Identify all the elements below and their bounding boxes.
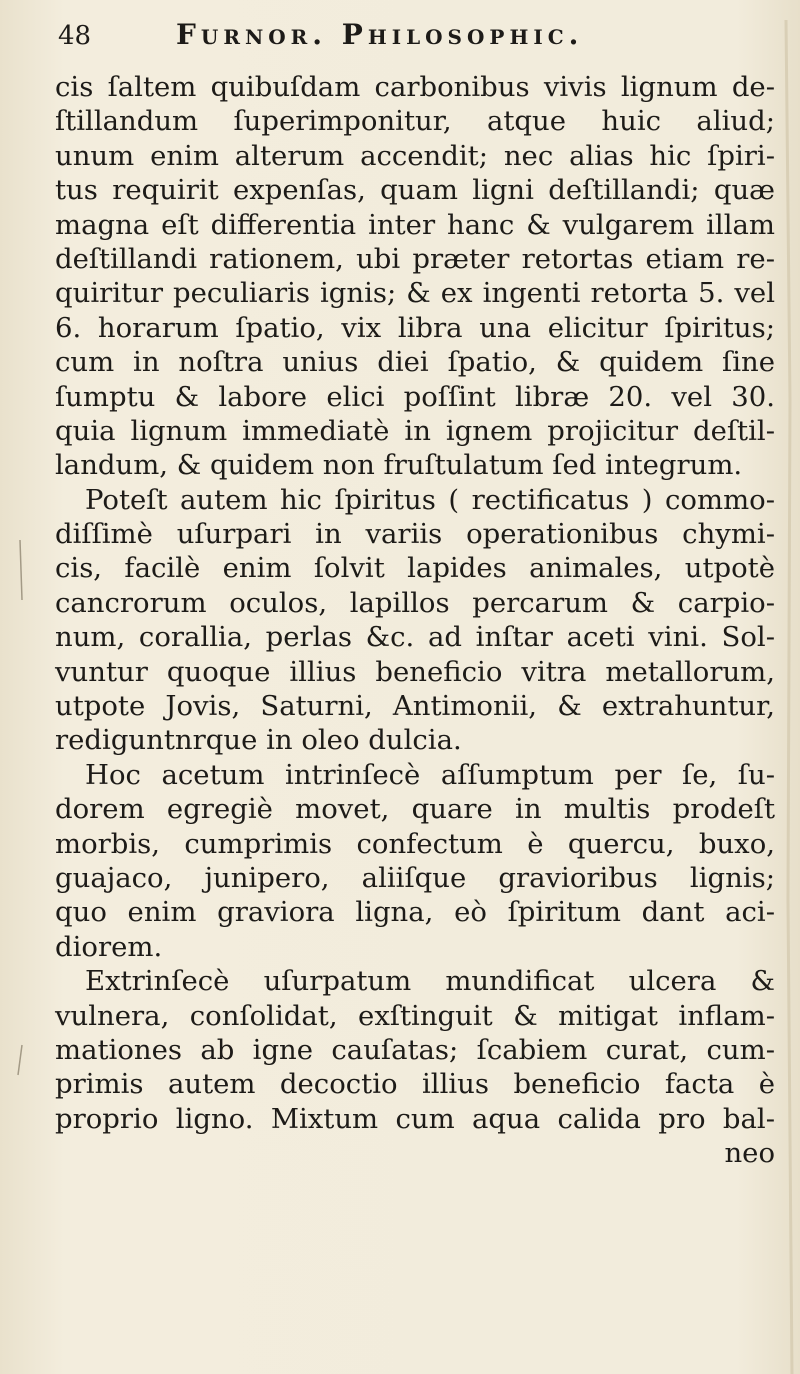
text-line: landum, & quidem non fruſtulatum ſed integrum.: [55, 449, 743, 482]
text-line: rediguntnrque in oleo dulcia.: [55, 724, 462, 757]
text-line: ſtillandum ſuperimponitur, atque huic aliud;: [55, 105, 775, 138]
text-line: magna eſt differentia inter hanc & vulgarem illam: [55, 208, 775, 241]
text-line: Hoc acetum intrinſecè aſſumptum per ſe, ſu-: [85, 758, 775, 791]
text-line: ſumptu & labore elici poſſint libræ 20. vel 30.: [55, 380, 775, 413]
text-line: cancrorum oculos, lapillos percarum & carpio-: [55, 586, 775, 619]
text-line: deſtillandi rationem, ubi præter retortas etiam re-: [55, 242, 775, 275]
text-line: morbis, cumprimis confectum è quercu, buxo,: [55, 827, 775, 860]
text-line: utpote Jovis, Saturni, Antimonii, & extrahuntur,: [55, 690, 775, 723]
body-text: [55, 70, 775, 1171]
text-line: quo enim graviora ligna, eò ſpiritum dant aci-: [55, 896, 775, 929]
text-line: cis ſaltem quibuſdam carbonibus vivis lignum de-: [55, 71, 775, 103]
text-line: diorem.: [55, 930, 163, 963]
text-line: num, corallia, perlas &c. ad inſtar aceti vini. Sol-: [55, 621, 775, 654]
text-line: Extrinſecè uſurpatum mundificat ulcera &: [85, 965, 775, 998]
text-line: proprio ligno. Mixtum cum aqua calida pro bal-: [55, 1102, 775, 1135]
text-line: vuntur quoque illius beneficio vitra metallorum,: [55, 655, 775, 688]
page-header: [58, 18, 758, 58]
text-line: cis, facilè enim ſolvit lapides animales, utpotè: [55, 552, 775, 585]
text-line: 6. horarum ſpatio, vix libra una elicitur ſpiritus;: [55, 311, 775, 344]
page-number: 48: [58, 21, 92, 51]
text-line: dorem egregiè movet, quare in multis prodeſt: [55, 793, 775, 826]
text-line: guajaco, junipero, aliiſque gravioribus lignis;: [55, 861, 775, 894]
text-line: unum enim alterum accendit; nec alias hic ſpiri-: [55, 139, 775, 172]
text-line: vulnera, conſolidat, exſtinguit & mitigat inflam-: [55, 999, 775, 1032]
text-line: primis autem decoctio illius beneficio facta è: [55, 1068, 775, 1101]
catchword: neo: [724, 1137, 775, 1170]
text-line: cum in noſtra unius diei ſpatio, & quidem ſine: [55, 346, 775, 379]
text-line: quia lignum immediatè in ignem projicitur deſtil-: [55, 414, 775, 447]
text-line: mationes ab igne cauſatas; ſcabiem curat, cum-: [55, 1033, 775, 1066]
running-title: Furnor. Philosophic.: [176, 18, 584, 51]
text-line: Poteſt autem hic ſpiritus ( rectificatus ) commo-: [85, 483, 775, 516]
text-line: tus requirit expenſas, quam ligni deſtillandi; quæ: [55, 174, 775, 207]
text-line: quiritur peculiaris ignis; & ex ingenti retorta 5. vel: [55, 277, 775, 310]
text-line: diſſimè uſurpari in variis operationibus chymi-: [55, 518, 775, 551]
